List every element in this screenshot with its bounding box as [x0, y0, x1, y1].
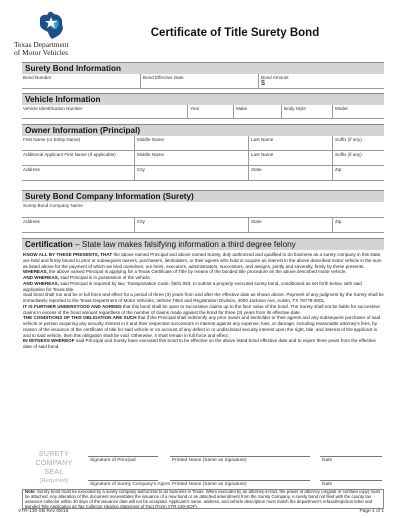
- agency-name-line2: of Motor Vehicles: [14, 48, 69, 57]
- certification-heading-bold: Certification: [25, 240, 73, 249]
- agent-printed-name-line[interactable]: [170, 480, 310, 481]
- middle-name-field[interactable]: [134, 136, 248, 150]
- year-field[interactable]: [187, 105, 233, 118]
- model-field[interactable]: [332, 105, 384, 118]
- bond-number-field[interactable]: [22, 74, 140, 88]
- certification-text-span: that this bond shall be open to successive claims up to the face value of the bond. The Surety shall not be liable for successive claims in excess of the bond amount regardless of the number of claims made against the bond for three (3) years from its effective date.: [23, 303, 380, 315]
- form-note: [22, 489, 384, 509]
- surety-state-field[interactable]: [248, 218, 332, 232]
- body-style-field[interactable]: [281, 105, 332, 118]
- page-number: Page 1 of 1: [359, 509, 384, 514]
- surety-company-name-row: [22, 202, 384, 218]
- make-field[interactable]: [233, 105, 281, 118]
- additional-middle-name-field[interactable]: [134, 151, 248, 165]
- principal-date-label: Date: [322, 458, 333, 463]
- certification-paragraph: [23, 315, 384, 338]
- owner-zip-label: Zip: [335, 167, 342, 172]
- seal-label-line2: COMPANY SEAL: [35, 460, 73, 476]
- last-name-label: Last Name: [251, 137, 274, 142]
- surety-company-seal-area: [26, 450, 82, 485]
- note-text: Surety bond must be executed by a surety company authorized to do business in Texas. When executed by an attorney-in-fact, the power of attorney (original or certified copy) must be attached. Any alteration of this document necessitates the issuance of a new bond or an attached amendment from the Surety Company. A surety bond not filed with the county tax assessor-collector within 30 days of the issuance date will not be accepted. Applicant's name, address, and vehicle description must match the department's refusal/rejection letter and Bonded Title Application as Tax Collector Hearing Statement of Fact (Form VTR-130-SOF).: [25, 489, 380, 509]
- bond-number-label: Bond Number: [23, 75, 52, 80]
- section-heading-vehicle-info: Vehicle Information: [22, 93, 384, 105]
- principal-printed-name-label: Printed Name (Same as Signature): [172, 458, 247, 463]
- surety-address-row: [22, 218, 384, 233]
- owner-city-label: City: [137, 167, 145, 172]
- certification-lead-bold: THE CONDITIONS OF THIS OBLIGATION ARE SUCH: [23, 315, 137, 321]
- bond-info-row: [22, 74, 384, 89]
- model-label: Model: [335, 106, 348, 111]
- certification-paragraph: [23, 252, 384, 269]
- surety-address-label: Address: [23, 219, 40, 224]
- certification-text-span: said Principal is in possession of the vehicle.: [59, 275, 151, 280]
- agent-date-line[interactable]: [320, 480, 382, 481]
- certification-text-span: said Principal is required by law, Transportation Code, §501.053, to submit a properly executed surety bond, conditioned as set forth below, with said application for Texas title.: [23, 280, 362, 292]
- additional-first-name-field[interactable]: [22, 151, 134, 165]
- year-label: Year: [190, 106, 200, 111]
- owner-zip-field[interactable]: [332, 166, 384, 180]
- form-id: VTR-130-SB Rev 08/16: [18, 509, 69, 514]
- certification-text-span: Said bond shall run and be in full force and effect for a period of three (3) years from and after the effective date as shown above. Payment of any judgment by the Surety shall be immediately reported to the Texas Department of Motor Vehicles, Vehicle Titles and Registration Division, 4000 Jackson Ave, Austin, TX 78779-0001.: [23, 292, 384, 303]
- owner-state-field[interactable]: [248, 166, 332, 180]
- section-heading-owner-info: Owner Information (Principal): [22, 124, 384, 136]
- agent-date-label: Date: [322, 482, 333, 487]
- certification-text-span: that if the Principal shall indemnify any prior owner and lienholder or their agents and any subsequent purchaser of said vehicle or person acquiring any security interest in it and their respective successors in interest against any expense, loss, or damage, including reasonable attorney's fees, by reason of the issuance of the certificate of title for said vehicle or on account of any defect in or undisclosed security interest upon the right, title, and interest of the applicant in and to said vehicle, then this obligation shall be void. Otherwise, it shall remain in full force and effect.: [23, 315, 381, 338]
- principal-date-line[interactable]: [320, 456, 382, 457]
- owner-city-field[interactable]: [134, 166, 248, 180]
- surety-city-label: City: [137, 219, 145, 224]
- first-name-label: First Name (or Entity Name): [23, 137, 81, 142]
- section-heading-surety-company-info: Surety Bond Company Information (Surety): [22, 190, 384, 202]
- middle-name-label: Middle Name: [137, 137, 165, 142]
- make-label: Make: [236, 106, 248, 111]
- certification-lead-bold: KNOW ALL BY THESE PRESENTS, THAT: [23, 252, 113, 257]
- owner-state-label: State: [251, 167, 262, 172]
- surety-zip-field[interactable]: [332, 218, 384, 232]
- first-name-field[interactable]: [22, 136, 134, 150]
- certification-text: [23, 252, 384, 350]
- seal-label-line1: SURETY: [38, 451, 70, 458]
- surety-city-field[interactable]: [134, 218, 248, 232]
- certification-paragraph: [23, 292, 384, 304]
- last-name-field[interactable]: [248, 136, 332, 150]
- certification-heading-warning: – State law makes falsifying information a third degree felony: [72, 240, 296, 249]
- section-heading-certification: [22, 238, 384, 250]
- certification-text-span: the above named Principal is applying for a Texas Certificate of Title by means of the bonded title procedure on the above described motor vehicle.: [47, 269, 347, 275]
- owner-address-field[interactable]: [22, 166, 134, 180]
- bond-amount-label: Bond Amount: [261, 75, 289, 80]
- owner-address-label: Address: [23, 167, 40, 172]
- certification-lead-bold: IT IS FURTHER UNDERSTOOD AND AGREED: [23, 303, 122, 309]
- principal-signature-label: Signature of Principal: [90, 458, 136, 463]
- surety-address-field[interactable]: [22, 218, 134, 232]
- owner-address-row: [22, 166, 384, 181]
- additional-suffix-field[interactable]: [332, 151, 384, 165]
- agent-printed-name-label: Printed Name (Same as Signature): [172, 482, 247, 487]
- suffix-label: Suffix (if any): [335, 137, 362, 142]
- bond-amount-field[interactable]: [258, 74, 384, 88]
- certification-paragraph: [23, 304, 384, 316]
- agency-name-line1: Texas Department: [14, 40, 69, 49]
- body-style-label: Body Style: [284, 106, 306, 111]
- additional-middle-name-label: Middle Name: [137, 152, 165, 157]
- agency-name: [14, 41, 69, 57]
- principal-printed-name-line[interactable]: [170, 456, 310, 457]
- currency-symbol: $: [261, 80, 265, 87]
- surety-company-name-field[interactable]: [22, 202, 384, 217]
- surety-zip-label: Zip: [335, 219, 342, 224]
- bond-effective-date-field[interactable]: [140, 74, 258, 88]
- agent-signature-line[interactable]: [88, 480, 158, 481]
- additional-last-name-field[interactable]: [248, 151, 332, 165]
- page-title: Certificate of Title Surety Bond: [150, 27, 320, 39]
- suffix-field[interactable]: [332, 136, 384, 150]
- surety-state-label: State: [251, 219, 262, 224]
- principal-signature-line[interactable]: [88, 456, 158, 457]
- bond-effective-date-label: Bond Effective Date: [143, 75, 184, 80]
- note-label: Note:: [25, 489, 36, 494]
- certification-lead-bold: AND WHEREAS,: [23, 275, 59, 280]
- agent-signature-label: Signature of Surety Company's Agent: [90, 482, 170, 487]
- seal-required-label: (Required): [39, 478, 69, 484]
- certification-paragraph: [23, 338, 384, 350]
- owner-name-row: [22, 136, 384, 151]
- additional-applicant-row: [22, 151, 384, 166]
- additional-suffix-label: Suffix (if any): [335, 152, 362, 157]
- additional-first-name-label: Additional Applicant First Name (If applicable): [23, 152, 116, 157]
- certification-paragraph: [23, 281, 384, 293]
- vehicle-info-row: [22, 105, 384, 119]
- certification-text-span: said Principal and Surety have executed this bond to be effective on the above listed bond effective date and to expire three years from the effective date of said bond.: [23, 338, 376, 349]
- surety-company-name-label: Surety Bond Company Name: [23, 203, 83, 208]
- certification-lead-bold: WHEREAS,: [23, 269, 48, 275]
- vin-field[interactable]: [22, 105, 187, 118]
- certification-text-span: the above named Principal and above named Surety, duly authorized and qualified to do business as a surety company in this state, are held and firmly bound to prior or subsequent owners, purchasers, lienholders, or their agents who hold or acquire an interest in the above described motor vehicle in the sum as listed above for the payment of which we bind ourselves, our heirs, executors, administrators, successors, and assigns, jointly and severally, firmly by these presents.: [23, 252, 382, 269]
- certification-lead-bold: AND WHEREAS,: [23, 280, 59, 286]
- certification-lead-bold: IN WITNESS WHEREOF: [23, 338, 75, 344]
- section-heading-surety-bond-info: Surety Bond Information: [22, 62, 384, 74]
- additional-last-name-label: Last Name: [251, 152, 274, 157]
- vin-label: Vehicle Identification Number: [23, 106, 83, 111]
